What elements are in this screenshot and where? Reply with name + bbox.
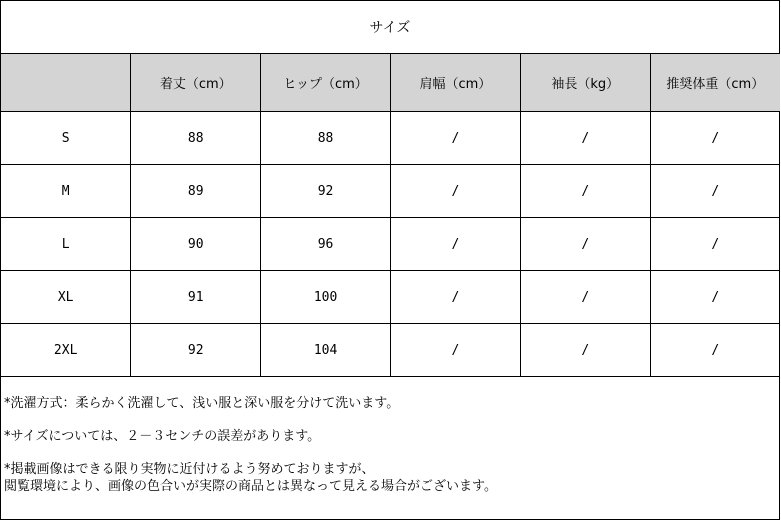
hip-cell: 104 — [261, 324, 391, 377]
length-cell: 90 — [131, 218, 261, 271]
sleeve-cell: / — [520, 218, 650, 271]
header-cell-shoulder: 肩幅（cm） — [390, 54, 520, 112]
size-table — [1, 54, 780, 377]
table-row — [1, 218, 780, 271]
weight-cell: / — [650, 112, 780, 165]
header-cell-length: 着丈（cm） — [131, 54, 261, 112]
chart-title: サイズ — [1, 1, 779, 54]
note-line: *洗濯方式：柔らかく洗濯して、浅い服と深い服を分けて洗います。 — [4, 396, 400, 411]
header-cell-weight: 推奨体重（cm） — [650, 54, 780, 112]
length-cell: 92 — [131, 324, 261, 377]
length-cell: 88 — [131, 112, 261, 165]
table-row — [1, 165, 780, 218]
weight-cell: / — [650, 218, 780, 271]
color-disclaimer-note — [4, 461, 779, 495]
header-row — [1, 54, 780, 112]
hip-cell: 96 — [261, 218, 391, 271]
weight-cell: / — [650, 271, 780, 324]
size-cell: M — [1, 165, 131, 218]
size-cell: XL — [1, 271, 131, 324]
table-row — [1, 324, 780, 377]
hip-cell: 100 — [261, 271, 391, 324]
shoulder-cell: / — [390, 324, 520, 377]
size-cell: S — [1, 112, 131, 165]
note-line: *掲載画像はできる限り実物に近付けるよう努めておりますが、 — [4, 462, 375, 477]
length-cell: 89 — [131, 165, 261, 218]
shoulder-cell: / — [390, 271, 520, 324]
weight-cell: / — [650, 165, 780, 218]
note-line: 閲覧環境により、画像の色合いが実際の商品とは異なって見える場合がございます。 — [4, 479, 497, 494]
size-cell: L — [1, 218, 131, 271]
sleeve-cell: / — [520, 324, 650, 377]
shoulder-cell: / — [390, 165, 520, 218]
header-cell-hip: ヒップ（cm） — [261, 54, 391, 112]
hip-cell: 88 — [261, 112, 391, 165]
hip-cell: 92 — [261, 165, 391, 218]
note-line: *サイズについては、２－３センチの誤差があります。 — [4, 429, 321, 444]
size-tolerance-note — [4, 428, 779, 445]
length-cell: 91 — [131, 271, 261, 324]
sleeve-cell: / — [520, 165, 650, 218]
header-cell-size — [1, 54, 131, 112]
shoulder-cell: / — [390, 218, 520, 271]
sleeve-cell: / — [520, 271, 650, 324]
weight-cell: / — [650, 324, 780, 377]
sleeve-cell: / — [520, 112, 650, 165]
washing-note — [4, 395, 779, 412]
table-row — [1, 271, 780, 324]
shoulder-cell: / — [390, 112, 520, 165]
header-cell-sleeve: 袖長（kg） — [520, 54, 650, 112]
table-row — [1, 112, 780, 165]
notes-section — [1, 377, 779, 495]
size-cell: 2XL — [1, 324, 131, 377]
